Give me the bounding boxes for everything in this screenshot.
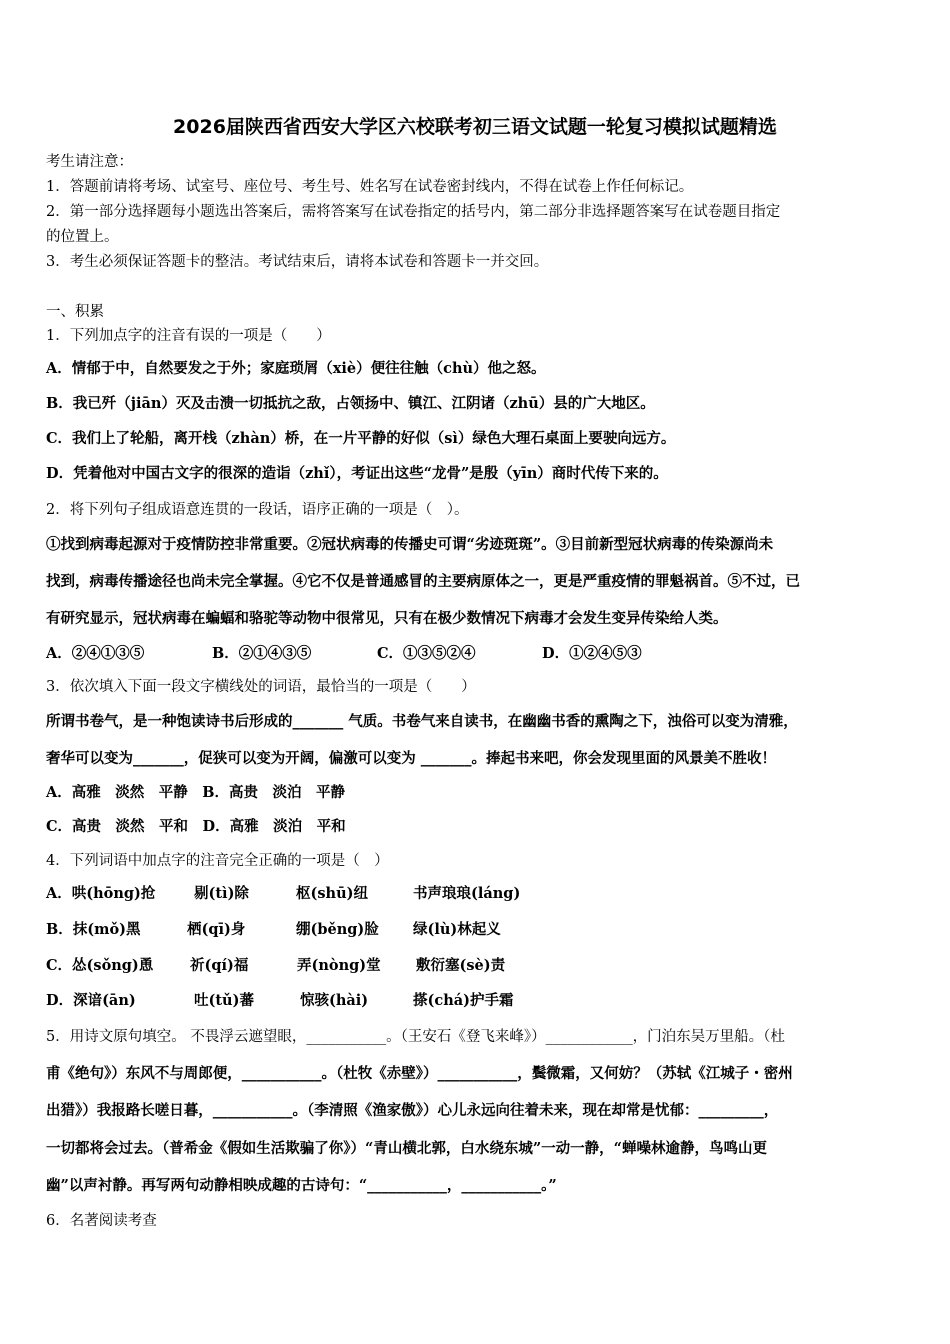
q2-stem: 2．将下列句子组成语意连贯的一段话，语序正确的一项是（ ）。 xyxy=(46,502,469,518)
q4-c-4: 敷衍塞(sè)责 xyxy=(416,957,506,974)
q1-option-b: B．我已歼（jiān）灭及击溃一切抵抗之敌，占领扬中、镇江、江阴诸（zhū）县的广大地区。 xyxy=(46,395,655,412)
q4-b-1: B．抹(mǒ)黑 xyxy=(46,921,141,938)
q6-stem: 6．名著阅读考查 xyxy=(46,1213,157,1229)
q2-passage-3: 有研究显示，冠状病毒在蝙蝠和骆驼等动物中很常见，只有在极少数情况下病毒才会发生变异传染给人类。 xyxy=(46,610,728,627)
q4-d-3: 惊骇(hài) xyxy=(300,992,369,1009)
page-title: 2026届陕西省西安大学区六校联考初三语文试题一轮复习模拟试题精选 xyxy=(173,116,777,138)
q4-d-1: D．深谙(ān) xyxy=(46,992,136,1009)
notice-item-3: 3．考生必须保证答题卡的整洁。考试结束后，请将本试卷和答题卡一并交回。 xyxy=(46,254,549,270)
q4-stem: 4．下列词语中加点字的注音完全正确的一项是（ ） xyxy=(46,853,389,869)
q2-option-a: A．②④①③⑤ xyxy=(46,645,145,662)
q3-passage-2: 奢华可以变为_______，促狭可以变为开阔，偏激可以变为 _______。捧起书来吧，你会发现里面的风景美不胜收！ xyxy=(46,750,777,767)
q4-d-4: 搽(chá)护手霜 xyxy=(413,992,514,1009)
q3-options-row-1: A．高雅 淡然 平静 B．高贵 淡泊 平静 xyxy=(46,784,346,801)
q2-option-c: C．①③⑤②④ xyxy=(377,645,476,662)
q1-stem: 1．下列加点字的注音有误的一项是（ ） xyxy=(46,328,331,344)
q4-b-3: 绷(běng)脸 xyxy=(296,921,379,938)
q2-passage-1: ①找到病毒起源对于疫情防控非常重要。②冠状病毒的传播史可谓“劣迹斑斑”。③目前新型冠状病毒的传染源尚未 xyxy=(46,536,774,553)
q1-option-a: A．情郁于中，自然要发之于外；家庭琐屑（xiè）便往往触（chù）他之怒。 xyxy=(46,360,546,377)
q4-c-2: 祈(qí)福 xyxy=(190,957,249,974)
q4-c-3: 弄(nòng)堂 xyxy=(297,957,381,974)
notice-item-1: 1．答题前请将考场、试室号、座位号、考生号、姓名写在试卷密封线内，不得在试卷上作任何标记。 xyxy=(46,179,694,195)
q1-option-c: C．我们上了轮船，离开栈（zhàn）桥，在一片平静的好似（sì）绿色大理石桌面上要驶向远方。 xyxy=(46,430,676,447)
q4-a-3: 枢(shū)纽 xyxy=(296,885,368,902)
q5-line-5: 幽”以声衬静。再写两句动静相映成趣的古诗句：“___________，___________。” xyxy=(46,1177,557,1194)
q4-a-4: 书声琅琅(láng) xyxy=(413,885,521,902)
q2-passage-2: 找到，病毒传播途径也尚未完全掌握。④它不仅是普通感冒的主要病原体之一，更是严重疫情的罪魁祸首。⑤不过，已 xyxy=(46,573,800,590)
q4-b-4: 绿(lù)林起义 xyxy=(413,921,501,938)
q5-line-2: 甫《绝句》）东风不与周郎便，___________。（杜牧《赤壁》）___________，鬓微霜，又何妨？（苏轼《江城子・密州 xyxy=(46,1065,793,1082)
notice-item-2: 2．第一部分选择题每小题选出答案后，需将答案写在试卷指定的括号内，第二部分非选择题答案写在试卷题目指定 xyxy=(46,204,781,220)
notice-item-2-cont: 的位置上。 xyxy=(46,229,119,245)
q2-option-b: B．②①④③⑤ xyxy=(212,645,312,662)
q5-line-3: 出猎》）我报路长嗟日暮，___________。（李清照《渔家傲》）心儿永远向往着未来，现在却常是忧郁：_________， xyxy=(46,1102,779,1119)
q3-options-row-2: C．高贵 淡然 平和 D．高雅 淡泊 平和 xyxy=(46,818,346,835)
q5-line-1: 5．用诗文原句填空。 不畏浮云遮望眼，___________。（王安石《登飞来峰》）____________，门泊东吴万里船。（杜 xyxy=(46,1029,785,1045)
q5-line-4: 一切都将会过去。（普希金《假如生活欺骗了你》）“青山横北郭，白水绕东城”一动一静，“蝉噪林逾静，鸟鸣山更 xyxy=(46,1140,768,1157)
q4-a-2: 剔(tì)除 xyxy=(194,885,249,902)
q1-option-d: D．凭着他对中国古文字的很深的造诣（zhǐ），考证出这些“龙骨”是殷（yīn）商时代传下来的。 xyxy=(46,465,668,482)
section-heading: 一、积累 xyxy=(46,304,104,320)
q2-option-d: D．①②④⑤③ xyxy=(542,645,642,662)
q4-a-1: A．哄(hōng)抢 xyxy=(46,885,156,902)
q4-d-2: 吐(tǔ)蕃 xyxy=(194,992,254,1009)
q4-b-2: 栖(qī)身 xyxy=(187,921,246,938)
q4-c-1: C．怂(sǒng)恿 xyxy=(46,957,154,974)
q3-stem: 3．依次填入下面一段文字横线处的词语，最恰当的一项是（ ） xyxy=(46,679,476,695)
notice-heading: 考生请注意： xyxy=(46,154,133,170)
q3-passage-1: 所谓书卷气，是一种饱读诗书后形成的_______ 气质。书卷气来自读书，在幽幽书香的熏陶之下，浊俗可以变为清雅， xyxy=(46,713,798,730)
